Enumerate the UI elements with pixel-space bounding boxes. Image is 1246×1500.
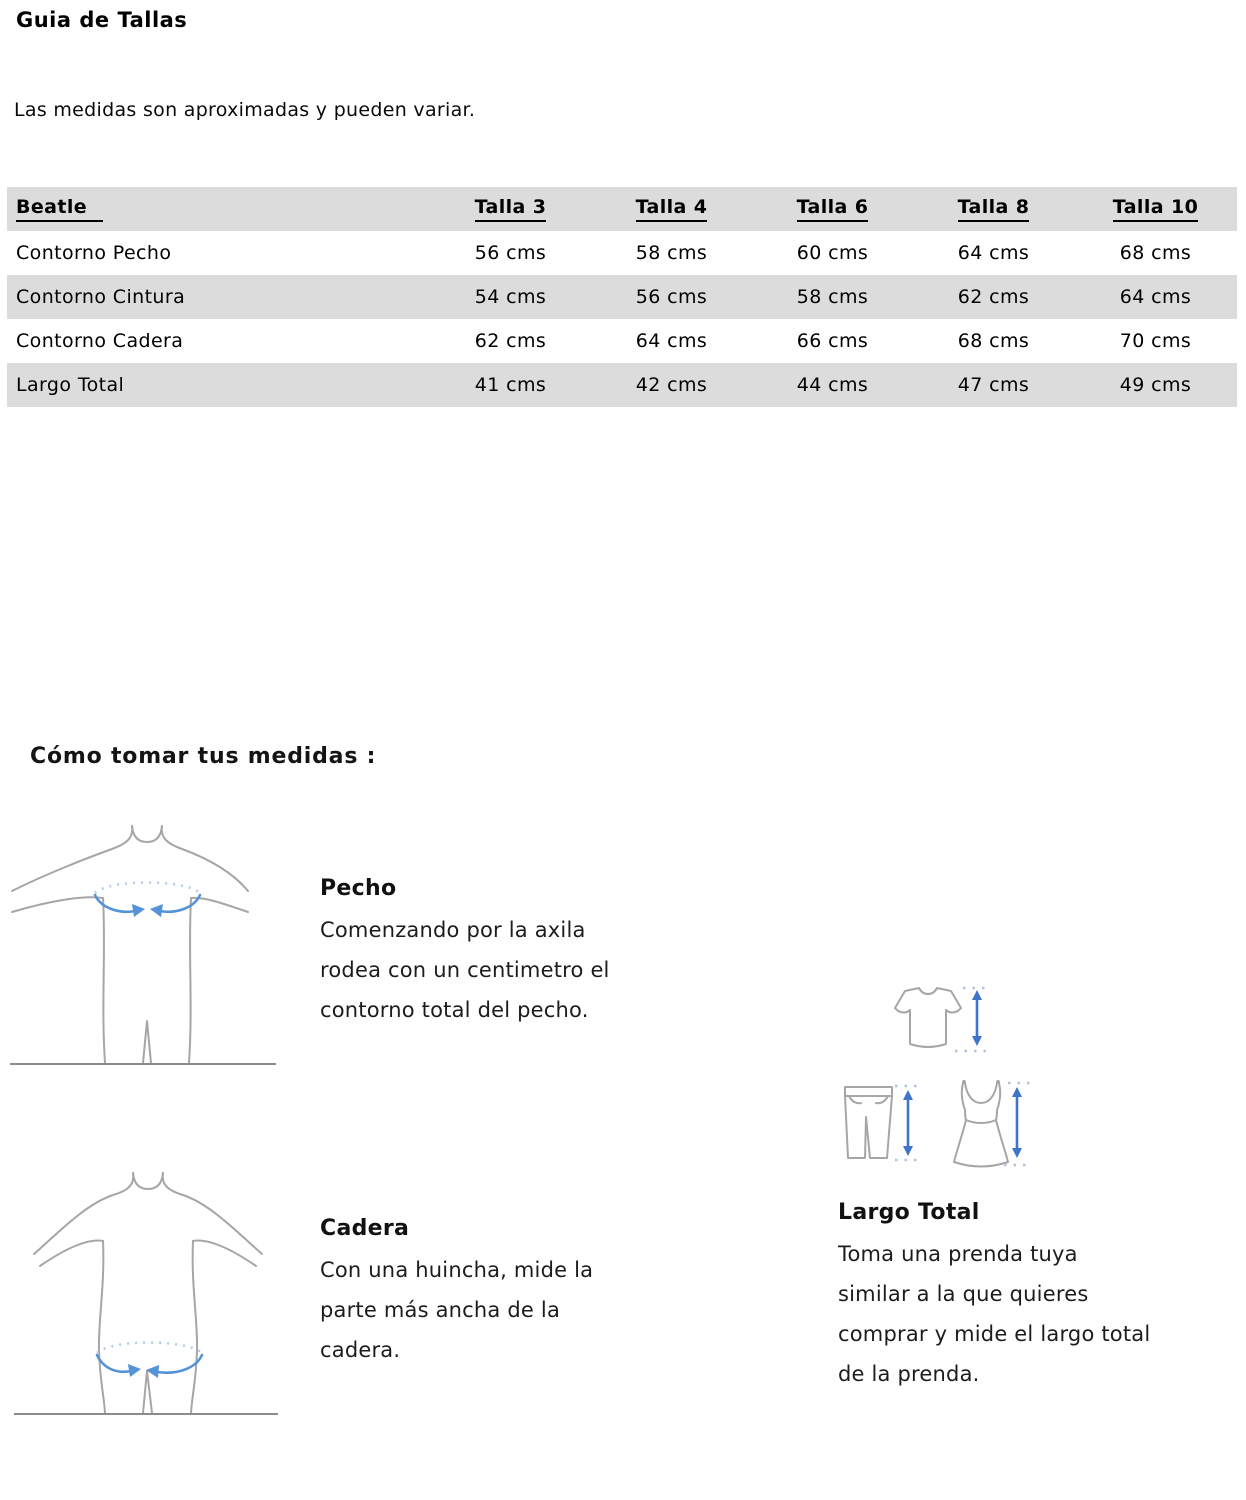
hip-tape-dashed-arc <box>97 1343 202 1354</box>
table-row-contorno-cintura <box>7 275 1237 319</box>
measurement-value: 56 cms <box>430 231 591 275</box>
measurement-value: 62 cms <box>430 319 591 363</box>
instruction-line: contorno total del pecho. <box>320 998 589 1022</box>
measurement-value: 47 cms <box>913 363 1074 407</box>
pecho-title: Pecho <box>320 876 397 901</box>
instruction-line: rodea con un centimetro el <box>320 958 610 982</box>
measurement-value: 64 cms <box>1074 275 1237 319</box>
instruction-line: similar a la que quieres <box>838 1282 1089 1306</box>
table-row-contorno-pecho <box>7 231 1237 275</box>
tshirt-icon <box>893 982 993 1058</box>
page-title: Guia de Tallas <box>16 8 188 32</box>
size-table <box>7 187 1237 407</box>
measurement-value: 68 cms <box>913 319 1074 363</box>
size-column-header: Talla 6 <box>797 196 869 222</box>
row-label: Contorno Cintura <box>7 275 430 319</box>
row-label: Contorno Pecho <box>7 231 430 275</box>
largo-total-instructions <box>838 1200 1150 1394</box>
table-row-largo-total <box>7 363 1237 407</box>
measurement-value: 54 cms <box>430 275 591 319</box>
product-name-header: Beatle <box>16 196 103 222</box>
instruction-line: Con una huincha, mide la <box>320 1258 594 1282</box>
instruction-line: parte más ancha de la <box>320 1298 561 1322</box>
instruction-line: de la prenda. <box>838 1362 980 1386</box>
measurement-value: 64 cms <box>591 319 752 363</box>
measurement-value: 56 cms <box>591 275 752 319</box>
chest-tape-dashed-arc <box>95 883 200 894</box>
dress-icon <box>952 1078 1044 1170</box>
size-column-header: Talla 3 <box>475 196 547 222</box>
measurement-value: 70 cms <box>1074 319 1237 363</box>
instruction-line: Toma una prenda tuya <box>838 1242 1078 1266</box>
cadera-instructions <box>320 1216 593 1370</box>
instruction-line: Comenzando por la axila <box>320 918 586 942</box>
measurement-value: 68 cms <box>1074 231 1237 275</box>
table-row-contorno-cadera <box>7 319 1237 363</box>
instruction-line: cadera. <box>320 1338 401 1362</box>
pecho-instructions <box>320 876 610 1030</box>
size-column-header: Talla 4 <box>636 196 708 222</box>
measurement-value: 64 cms <box>913 231 1074 275</box>
pants-icon <box>838 1080 930 1168</box>
measurement-value: 66 cms <box>752 319 913 363</box>
size-column-header: Talla 10 <box>1113 196 1198 222</box>
disclaimer-text: Las medidas son aproximadas y pueden variar. <box>14 99 476 121</box>
size-column-header: Talla 8 <box>958 196 1030 222</box>
measurement-value: 49 cms <box>1074 363 1237 407</box>
measuring-section-heading: Cómo tomar tus medidas : <box>30 744 377 769</box>
measurement-value: 62 cms <box>913 275 1074 319</box>
measurement-value: 44 cms <box>752 363 913 407</box>
cadera-title: Cadera <box>320 1216 410 1241</box>
row-label: Contorno Cadera <box>7 319 430 363</box>
measurement-value: 58 cms <box>591 231 752 275</box>
body-front-chest-diagram <box>4 813 294 1069</box>
measurement-value: 42 cms <box>591 363 752 407</box>
largo-total-title: Largo Total <box>838 1200 980 1225</box>
measurement-value: 41 cms <box>430 363 591 407</box>
measurement-value: 58 cms <box>752 275 913 319</box>
measurement-value: 60 cms <box>752 231 913 275</box>
hip-tape-left-arrow <box>97 1355 131 1372</box>
instruction-line: comprar y mide el largo total <box>838 1322 1151 1346</box>
size-table-header-row <box>7 187 1237 231</box>
body-front-hip-diagram <box>4 1156 294 1418</box>
row-label: Largo Total <box>7 363 430 407</box>
